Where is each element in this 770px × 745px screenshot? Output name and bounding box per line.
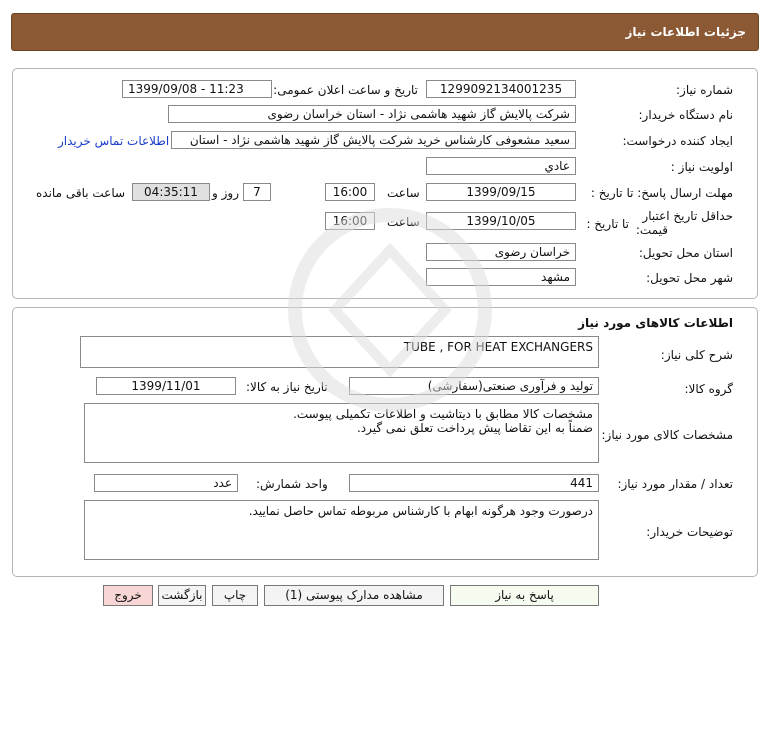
validity-label-line1: حداقل تاریخ اعتبار <box>642 209 733 223</box>
buyer-notes-label: توضیحات خریدار: <box>646 525 733 539</box>
requester-field: سعید مشعوفی کارشناس خرید شرکت پالایش گاز شهید هاشمی نژاد - استان <box>171 131 576 149</box>
days-label: روز و <box>212 186 239 200</box>
buyer-notes-text: درصورت وجود هرگونه ابهام با کارشناس مربوطه تماس حاصل نمایید. <box>248 504 593 518</box>
desc-text: TUBE , FOR HEAT EXCHANGERS <box>403 340 593 354</box>
priority-label: اولویت نیاز : <box>670 160 733 174</box>
validity-to-label: تا تاریخ : <box>586 217 629 231</box>
priority-field: عادي <box>426 157 576 175</box>
page-title: جزئیات اطلاعات نیاز <box>625 25 746 39</box>
need-number-field: 1299092134001235 <box>426 80 576 98</box>
buyer-org-label: نام دستگاه خریدار: <box>638 108 733 122</box>
city-label: شهر محل تحویل: <box>646 271 733 285</box>
buyer-contact-link[interactable]: اطلاعات تماس خریدار <box>58 134 170 148</box>
validity-label-line2: قیمت: <box>635 223 668 237</box>
spec-line-2: ضمناً به این تقاضا پیش پرداخت تعلق نمی گیرد. <box>356 421 593 435</box>
unit-field: عدد <box>94 474 238 492</box>
spec-label: مشخصات کالای مورد نیاز: <box>601 428 733 442</box>
deadline-date-field: 1399/09/15 <box>426 183 576 201</box>
deadline-label: مهلت ارسال پاسخ: تا تاریخ : <box>590 186 733 200</box>
validity-time-label: ساعت <box>387 215 420 229</box>
days-remaining-field: 7 <box>243 183 271 201</box>
requester-label: ایجاد کننده درخواست: <box>622 134 733 148</box>
group-field: تولید و فرآوری صنعتی(سفارشی) <box>349 377 599 395</box>
qty-label: تعداد / مقدار مورد نیاز: <box>617 477 733 491</box>
print-button[interactable]: چاپ <box>212 585 258 606</box>
validity-time-field: 16:00 <box>325 212 375 230</box>
announce-field: 1399/09/08 - 11:23 <box>122 80 272 98</box>
remaining-label: ساعت باقی مانده <box>36 186 126 200</box>
need-number-label: شماره نیاز: <box>676 83 733 97</box>
province-label: استان محل تحویل: <box>638 246 733 260</box>
back-button[interactable]: بازگشت <box>158 585 206 606</box>
spec-line-1: مشخصات کالا مطابق با دیتاشیت و اطلاعات تکمیلی پیوست. <box>293 407 593 421</box>
deadline-time-label: ساعت <box>387 186 420 200</box>
announce-label: تاریخ و ساعت اعلان عمومی: <box>273 83 418 97</box>
remaining-time-field: 04:35:11 <box>132 183 210 201</box>
exit-button[interactable]: خروج <box>103 585 153 606</box>
qty-field: 441 <box>349 474 599 492</box>
need-date-label: تاریخ نیاز به کالا: <box>246 380 328 394</box>
buyer-org-field: شرکت پالایش گاز شهید هاشمی نژاد - استان خراسان رضوی <box>168 105 576 123</box>
spec-field <box>84 403 599 463</box>
page-header <box>11 13 759 51</box>
attachments-button[interactable]: مشاهده مدارک پیوستی (1) <box>264 585 444 606</box>
deadline-time-field: 16:00 <box>325 183 375 201</box>
reply-button[interactable]: پاسخ به نیاز <box>450 585 599 606</box>
desc-field <box>80 336 599 368</box>
validity-date-field: 1399/10/05 <box>426 212 576 230</box>
goods-section-title: اطلاعات کالاهای مورد نیاز <box>578 316 733 330</box>
province-field: خراسان رضوی <box>426 243 576 261</box>
need-info-panel <box>12 68 758 299</box>
unit-label: واحد شمارش: <box>256 477 328 491</box>
desc-label: شرح کلی نیاز: <box>660 348 733 362</box>
buyer-notes-field <box>84 500 599 560</box>
group-label: گروه کالا: <box>684 382 733 396</box>
need-date-field: 1399/11/01 <box>96 377 236 395</box>
city-field: مشهد <box>426 268 576 286</box>
